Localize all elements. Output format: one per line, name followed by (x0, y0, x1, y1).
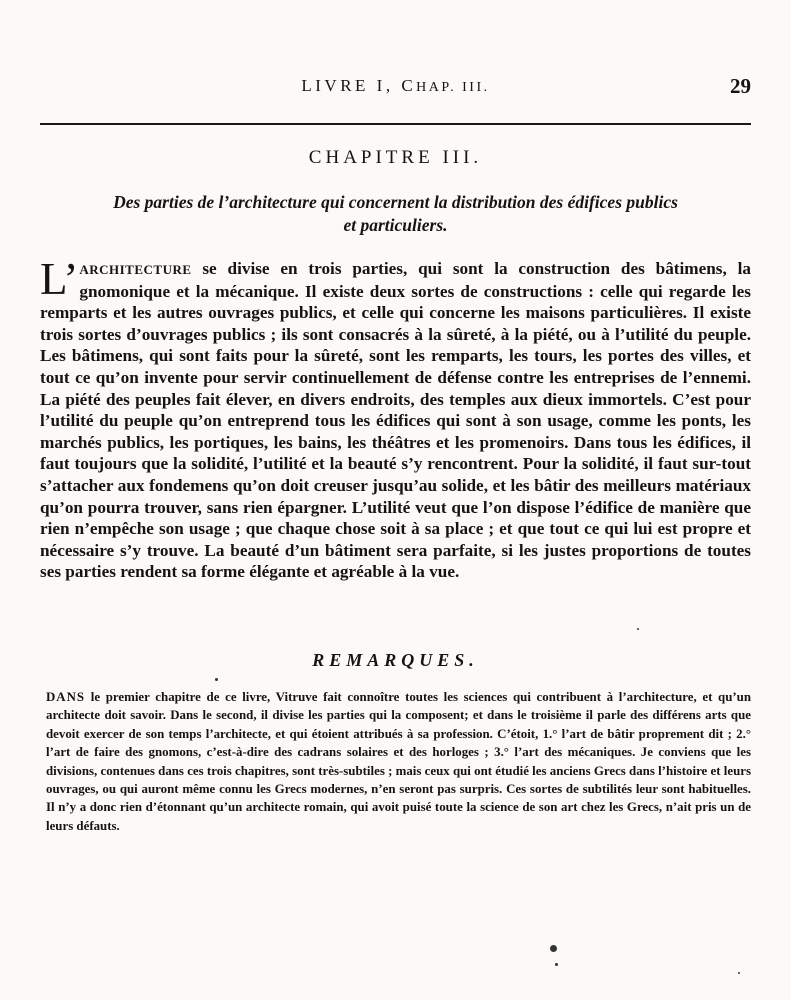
chapter-subtitle (40, 191, 751, 237)
ink-speck (550, 945, 557, 952)
running-title-caps: HAP. III. (416, 80, 490, 95)
remarks-paragraph (46, 688, 751, 835)
running-title (40, 76, 751, 96)
page-number: 29 (730, 74, 751, 98)
ink-speck (637, 628, 639, 630)
ink-speck (555, 963, 558, 966)
running-title-main: LIVRE I, C (301, 76, 417, 95)
remarks-text: le premier chapitre de ce livre, Vitruve fait connoître toutes les sciences qui contribuent à l’architecture, et qu’un architecte doit savoir. Dans le second, il divise les parties qui la composent; et dans le troisième il parle des différens arts que devoit exercer de son temps l’architecte, et qui étoient attribués à sa profession. C’étoit, 1.° l’art de bâtir proprement dit ; 2.° l’art de faire des gnomons, c’est-à-dire des cadrans solaires et des horloges ; 3.° l’art des mécaniques. Je conviens que les divisions, contenues dans ces trois chapitres, sont très-subtiles ; mais ceux qui ont étudié les anciens Grecs dans l’histoire et leurs ouvrages, ou qui auront même connu les Grecs modernes, n’en seront pas surpris. Ces sortes de subtilités leur sont habituelles. Il n’y a donc rien d’étonnant qu’un architecte romain, qui avoit puisé toute la science de son art chez les Grecs, n’ait pris un de leurs défauts. (46, 690, 751, 833)
header-rule (40, 123, 751, 125)
ink-speck (215, 678, 218, 681)
chapter-subtitle-line-2: et particuliers. (343, 215, 448, 235)
drop-cap-word: ARCHITECTURE (79, 262, 192, 277)
drop-cap: L’ (40, 254, 79, 304)
running-head (40, 76, 751, 102)
remarks-lead-word: DANS (46, 690, 86, 704)
ink-speck (738, 972, 740, 974)
chapter-subtitle-line-1: Des parties de l’architecture qui concernent la distribution des édifices publics (113, 192, 678, 212)
main-paragraph-text: se divise en trois parties, qui sont la construction des bâtimens, la gnomonique et la mécanique. Il existe deux sortes de constructions : celle qui regarde les remparts et les autres ouvrages publics, et celle qui concerne les maisons particulières. Il existe trois sortes d’ouvrages publics ; ils sont consacrés à la sûreté, à la piété, ou à l’utilité du peuple. Les bâtimens, qui sont faits pour la sûreté, sont les remparts, les tours, les portes des villes, et tout ce qu’on invente pour servir continuellement de défense contre les entreprises de l’ennemi. La piété des peuples fait élever, en divers endroits, des temples aux dieux immortels. C’est pour l’utilité du peuple qu’on entreprend tous les édifices qui sont à son usage, comme les ponts, les marchés publics, les portiques, les bains, les théâtres et les promenoirs. Dans tous les édifices, il faut toujours que la solidité, l’utilité et la beauté s’y rencontrent. Pour la solidité, il faut sur-tout s’attacher aux fondemens qu’on doit creuser jusqu’au solide, et les bâtir des meilleurs matériaux qu’on pourra trouver, sans rien épargner. L’utilité veut que l’on dispose l’édifice de manière que rien n’empêche son usage ; que chaque chose soit à sa place ; et que tout ce qui lui est propre et nécessaire s’y trouve. La beauté d’un bâtiment sera parfaite, si les justes proportions de toutes ses parties rendent sa forme élégante et agréable à la vue. (40, 259, 751, 582)
remarks-heading: REMARQUES. (312, 650, 479, 670)
main-paragraph (40, 254, 751, 583)
chapter-title: CHAPITRE III. (308, 147, 483, 168)
